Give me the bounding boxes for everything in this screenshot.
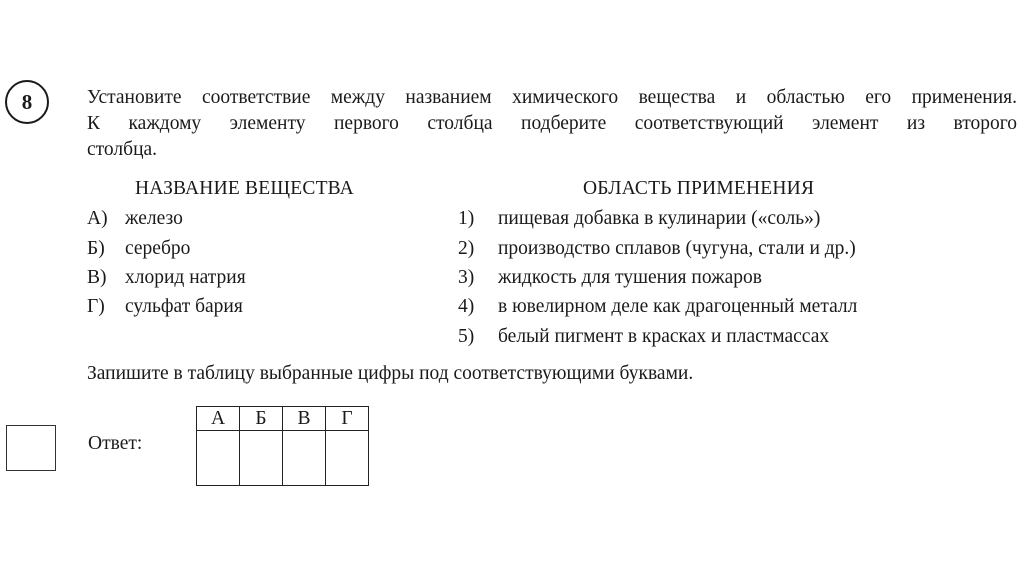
- answer-cell-g[interactable]: [326, 431, 369, 486]
- application-text: жидкость для тушения пожаров: [498, 267, 762, 288]
- answer-column-g: Г: [326, 407, 369, 431]
- substance-item-a: [87, 208, 183, 230]
- substance-name: серебро: [125, 238, 191, 259]
- task-text-line-2: К каждому элементу первого столбца подберите соответствующий элемент из второго: [87, 113, 1017, 134]
- task-text-line-3: столбца.: [87, 139, 158, 160]
- answer-table-row: [197, 431, 369, 486]
- application-text: в ювелирном деле как драгоценный металл: [498, 296, 858, 317]
- answer-column-b: Б: [240, 407, 283, 431]
- answer-label: Ответ:: [88, 433, 143, 454]
- application-item-3: [458, 267, 762, 289]
- application-item-4: [458, 296, 857, 318]
- substance-letter: В): [87, 267, 107, 288]
- application-text: производство сплавов (чугуна, стали и др.): [498, 238, 856, 259]
- application-item-2: [458, 238, 856, 260]
- application-number: 5): [458, 326, 475, 347]
- substance-name: сульфат бария: [125, 296, 243, 317]
- application-number: 3): [458, 267, 475, 288]
- substance-item-b: [87, 238, 190, 260]
- question-number-badge: [5, 80, 49, 124]
- application-number: 4): [458, 296, 475, 317]
- instruction-text: Запишите в таблицу выбранные цифры под соответствующими буквами.: [87, 363, 694, 384]
- task-text-line-1: Установите соответствие между названием химического вещества и областью его применения.: [87, 87, 1017, 108]
- right-column-heading: ОБЛАСТЬ ПРИМЕНЕНИЯ: [583, 178, 815, 199]
- left-column-heading: НАЗВАНИЕ ВЕЩЕСТВА: [135, 178, 354, 199]
- substance-letter: Г): [87, 296, 105, 317]
- answer-cell-b[interactable]: [240, 431, 283, 486]
- substance-letter: Б): [87, 238, 105, 259]
- answer-column-v: В: [283, 407, 326, 431]
- application-item-1: [458, 208, 820, 230]
- answer-table: [196, 406, 369, 486]
- answer-cell-a[interactable]: [197, 431, 240, 486]
- substance-letter: А): [87, 208, 108, 229]
- substance-item-v: [87, 267, 246, 289]
- application-text: белый пигмент в красках и пластмассах: [498, 326, 830, 347]
- substance-name: хлорид натрия: [125, 267, 246, 288]
- score-box: [6, 425, 56, 471]
- task-text: [87, 85, 1017, 163]
- answer-cell-v[interactable]: [283, 431, 326, 486]
- answer-table-header: [197, 407, 369, 431]
- answer-column-a: А: [197, 407, 240, 431]
- application-item-5: [458, 326, 829, 348]
- application-number: 2): [458, 238, 475, 259]
- application-number: 1): [458, 208, 475, 229]
- question-number: 8: [21, 89, 33, 114]
- substance-item-g: [87, 296, 243, 318]
- application-text: пищевая добавка в кулинарии («соль»): [498, 208, 821, 229]
- substance-name: железо: [125, 208, 183, 229]
